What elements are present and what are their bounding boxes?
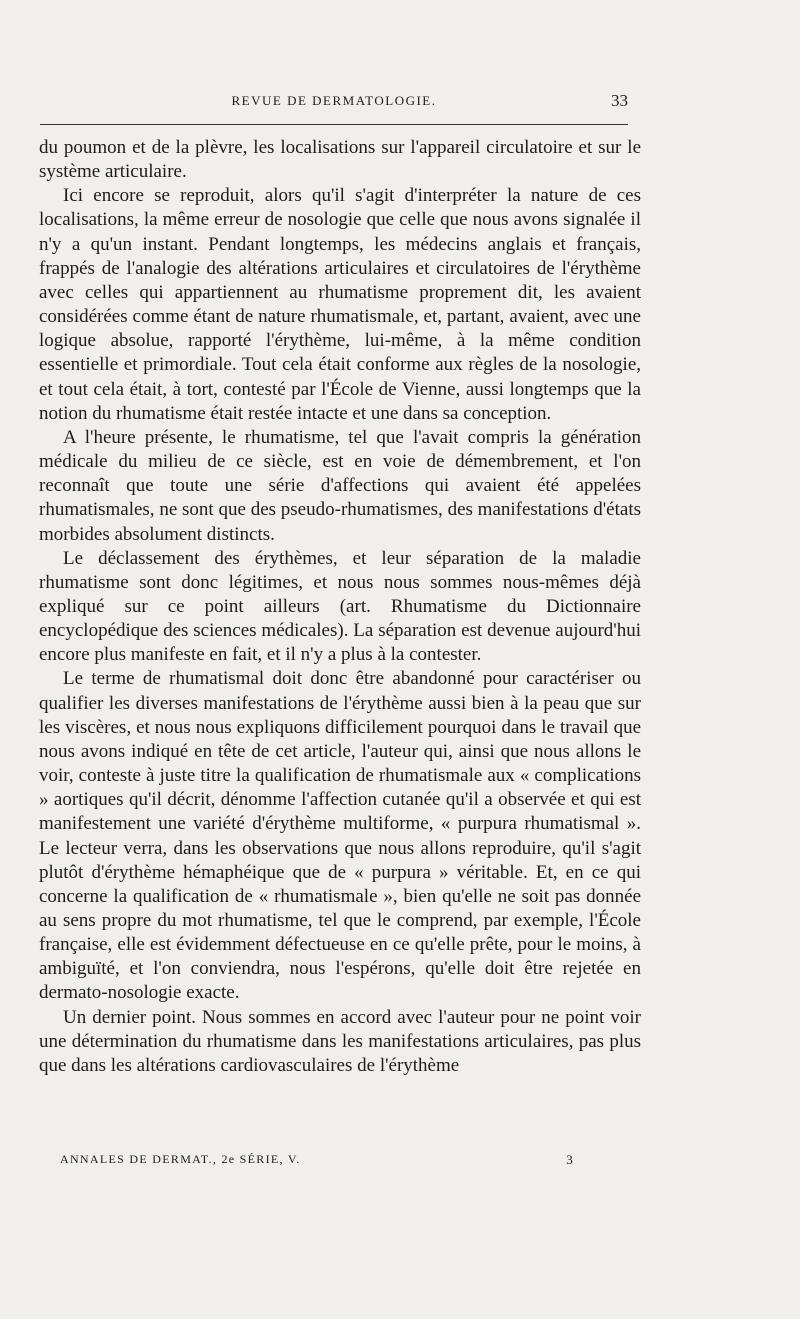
page-number: 33 bbox=[611, 91, 628, 110]
paragraph: Un dernier point. Nous sommes en accord avec l'auteur pour ne point voir une détermination du rhumatisme dans les manifestations articulaires, pas plus que dans les altérations cardiovasculaires de l'érythème bbox=[39, 1006, 641, 1076]
running-header bbox=[40, 91, 628, 111]
running-title: REVUE DE DERMATOLOGIE. bbox=[231, 93, 437, 108]
paragraph: Le déclassement des érythèmes, et leur séparation de la maladie rhumatisme sont donc légitimes, et nous nous sommes nous-mêmes déjà expliqué sur ce point ailleurs (art. Rhumatisme du Dictionnaire encyclopédique des sciences médicales). La séparation est devenue aujourd'hui encore plus manifeste en fait, et il n'y a plus à la contester. bbox=[39, 547, 641, 666]
header-rule bbox=[40, 124, 628, 125]
gathering-signature: 3 bbox=[566, 1152, 574, 1167]
paragraph: A l'heure présente, le rhumatisme, tel que l'avait compris la génération médicale du milieu de ce siècle, est en voie de démembrement, et l'on reconnaît que toute une série d'affections qui avaient été appelées rhumatismales, ne sont que des pseudo-rhumatismes, des manifestations d'états morbides absolument distincts. bbox=[39, 426, 641, 545]
paragraph: du poumon et de la plèvre, les localisations sur l'appareil circulatoire et sur le système articulaire. bbox=[39, 137, 641, 183]
paragraph: Ici encore se reproduit, alors qu'il s'agit d'interpréter la nature de ces localisations, la même erreur de nosologie que celle que nous avons signalée il n'y a qu'un instant. Pendant longtemps, les médecins anglais et français, frappés de l'analogie des altérations articulaires et circulatoires de l'érythème avec celles qui appartiennent au rhumatisme proprement dit, les avaient considérées comme étant de nature rhumatismale, et, partant, avaient, avec une logique absolue, rapporté l'érythème, lui-même, à la même condition essentielle et primordiale. Tout cela était conforme aux règles de la nosologie, et tout cela était, à tort, contesté par l'École de Vienne, aussi longtemps que la notion du rhumatisme était restée intacte et une dans sa conception. bbox=[39, 185, 641, 424]
journal-signature: ANNALES DE DERMAT., 2e SÉRIE, V. bbox=[60, 1152, 301, 1166]
article-body bbox=[39, 136, 641, 1078]
page-footer bbox=[40, 1152, 628, 1170]
paragraph: Le terme de rhumatismal doit donc être abandonné pour caractériser ou qualifier les diverses manifestations de l'érythème aussi bien à la peau que sur les viscères, et nous nous expliquons difficilement pourquoi dans le travail que nous avons indiqué en tête de cet article, l'auteur qui, ainsi que nous allons le voir, conteste à juste titre la qualification de rhumatismale aux « complications » aortiques qu'il décrit, dénomme l'affection cutanée qu'il a observée et qui est manifestement une variété d'érythème multiforme, « purpura rhumatismal ». Le lecteur verra, dans les observations que nous allons reproduire, qu'il s'agit plutôt d'érythème hémaphéique que de « purpura » véritable. Et, en ce qui concerne la qualification de « rhumatismale », bien qu'elle ne soit pas donnée au sens propre du mot rhumatisme, tel que le comprend, par exemple, l'École française, elle est évidemment défectueuse en ce qu'elle prête, pour le moins, à ambiguïté, et l'on conviendra, nous l'espérons, qu'elle doit être rejetée en dermato-nosologie exacte. bbox=[39, 668, 641, 1004]
